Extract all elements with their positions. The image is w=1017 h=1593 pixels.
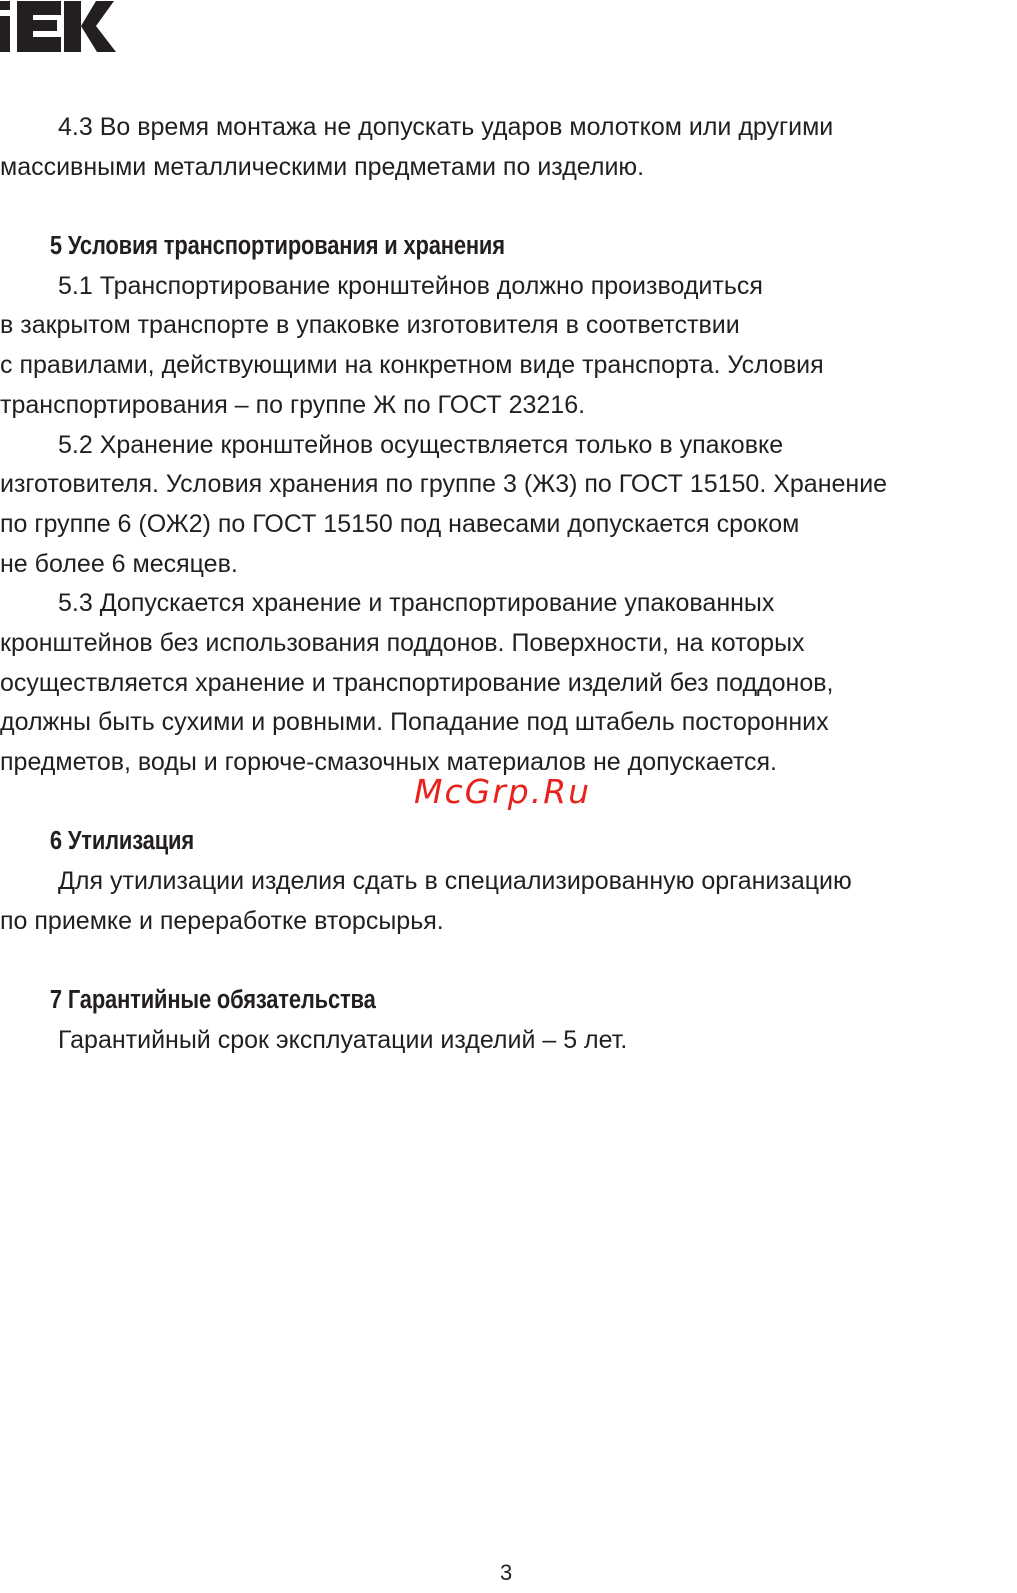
text-line: 5.3 Допускается хранение и транспортирование упакованных [58,589,775,618]
section-heading-7: 7 Гарантийные обязательства [49,986,376,1015]
text-line: массивными металлическими предметами по изделию. [0,152,645,181]
watermark: McGrp.Ru [414,772,592,811]
paragraph-5-1 [0,267,1017,426]
text-line: предметов, воды и горюче-смазочных материалов не допускается. [0,748,777,777]
section-heading-6: 6 Утилизация [49,827,194,856]
text-line: по приемке и переработке вторсырья. [0,906,444,935]
text-line: 5.2 Хранение кронштейнов осуществляется только в упаковке [58,430,784,459]
paragraph-5-3 [0,584,1017,782]
iek-logo-mark [0,0,116,56]
text-line: Гарантийный срок эксплуатации изделий – 5 лет. [58,1025,628,1054]
text-line: по группе 6 (ОЖ2) по ГОСТ 15150 под навесами допускается сроком [0,509,800,538]
text-line: должны быть сухими и ровными. Попадание под штабель посторонних [0,708,829,737]
text-line: изготовителя. Условия хранения по группе 3 (Ж3) по ГОСТ 15150. Хранение [0,470,888,499]
iek-logo [0,0,116,56]
paragraph-4-3 [0,108,1017,187]
text-line: не более 6 месяцев. [0,549,238,578]
text-line: осуществляется хранение и транспортирование изделий без поддонов, [0,668,834,697]
text-line: с правилами, действующими на конкретном виде транспорта. Условия [0,351,824,380]
paragraph-6 [0,862,1017,941]
text-line: 4.3 Во время монтажа не допускать ударов молотком или другими [58,113,834,141]
text-line: Для утилизации изделия сдать в специализированную организацию [58,867,852,896]
paragraph-5-2 [0,426,1017,585]
text-line: в закрытом транспорте в упаковке изготовителя в соответствии [0,311,740,340]
paragraph-7 [0,1021,1017,1061]
page-number: 3 [500,1560,513,1585]
text-line: транспортирования – по группе Ж по ГОСТ 23216. [0,390,586,419]
text-line: 5.1 Транспортирование кронштейнов должно производиться [58,271,763,300]
section-heading-5: 5 Условия транспортирования и хранения [49,232,505,261]
text-line: кронштейнов без использования поддонов. Поверхности, на которых [0,628,805,657]
document-body [0,108,1017,1061]
